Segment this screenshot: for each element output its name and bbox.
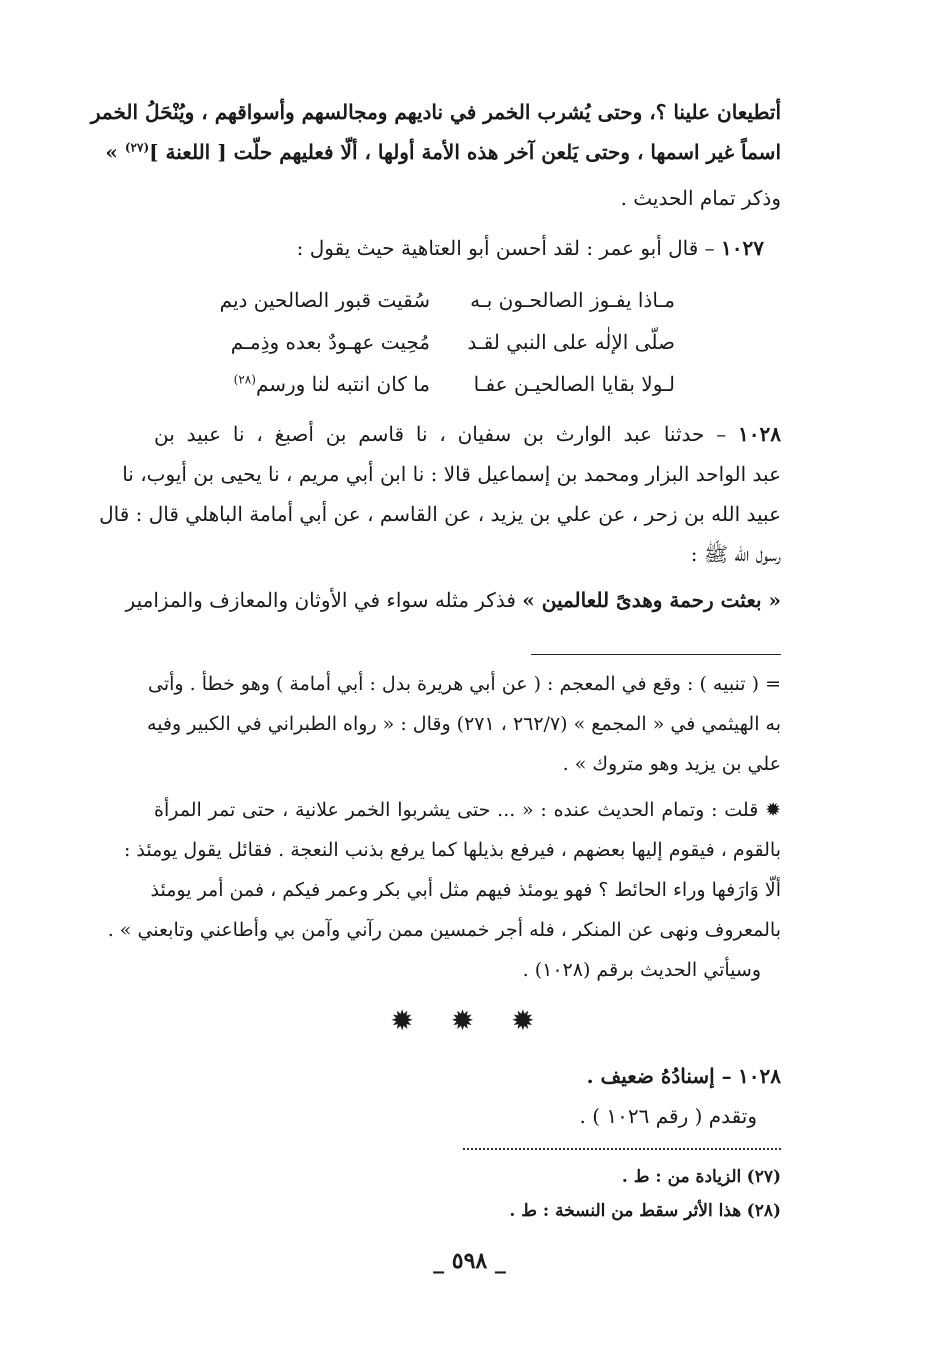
footnote-number: (٢٨) bbox=[746, 1201, 781, 1221]
text-line: أتطيعان علينا ؟، وحتى يُشرب الخمر في ناديهم ومجالسهم وأسواقهم ، ويُنْحَلُ الخمر bbox=[90, 100, 781, 124]
footnote bbox=[154, 1160, 781, 1194]
verse-line bbox=[197, 280, 675, 320]
isnad-verdict: – إسنادُهُ ضعيف . bbox=[586, 1064, 732, 1088]
verse-hemistich-second: سُقيت قبور الصالحين ديم bbox=[219, 288, 430, 312]
star-icon: ✹ bbox=[765, 799, 781, 821]
footnote-number: (٢٧) bbox=[746, 1167, 781, 1187]
footnote-text: الزيادة من : ط . bbox=[621, 1167, 742, 1187]
text-line: عبيد الله بن زحر ، عن علي بن يزيد ، عن القاسم ، عن أبي أمامة الباهلي قال : قال bbox=[99, 502, 781, 526]
hadith-intro: – قال أبو عمر : لقد أحسن أبو العتاهية حيث يقول : bbox=[296, 236, 715, 260]
footnotes bbox=[154, 1160, 781, 1228]
hadith-1027-intro bbox=[137, 228, 764, 268]
top-paragraph-end bbox=[154, 178, 781, 218]
separator-rule bbox=[531, 654, 781, 655]
hadith-number: ١٠٢٧ bbox=[721, 236, 764, 260]
hadith-number: ١٠٢٨ bbox=[738, 1064, 781, 1088]
text-line: ١٠٢٨ – حدثنا عبد الوارث بن سفيان ، نا قاسم بن أصبغ ، نا عبيد بن bbox=[154, 422, 782, 446]
text-line: وذكر تمام الحديث . bbox=[620, 186, 781, 210]
verse-line bbox=[197, 322, 675, 362]
verse-hemistich-first: لـولا بقايا الصالحيـن عفـا bbox=[473, 372, 675, 396]
dotted-separator bbox=[463, 1148, 781, 1150]
text-line: رسول الله ﷺ : bbox=[690, 542, 781, 566]
text-line bbox=[105, 132, 781, 172]
qult-note bbox=[107, 790, 781, 990]
stars-separator-icon: ✹ ✹ ✹ bbox=[390, 1004, 549, 1037]
tanbih-note bbox=[147, 664, 781, 784]
text-line: بالمعروف ونهى عن المنكر ، فله أجر خمسين ممن رآني وآمن بي وأطاعني وتابعني » . bbox=[107, 919, 781, 941]
hadith-number: ١٠٢٨ bbox=[738, 422, 782, 446]
isnad-note bbox=[154, 1056, 781, 1136]
page-number: _ ٥٩٨ _ bbox=[433, 1248, 506, 1274]
verse-hemistich-first: مـاذا يفـوز الصالحـون بـه bbox=[470, 288, 675, 312]
text-line: ✹ قلت : وتمام الحديث عنده : « ... حتى يشربوا الخمر علانية ، حتى تمر المرأة bbox=[154, 799, 781, 821]
text-line: ألّا وَارَفها وراء الحائط ؟ فهو يومئذ فيهم مثل أبي بكر وعمر فيكم ، فمن أمر يومئذ bbox=[150, 879, 781, 901]
footnote-ref: (٢٧) bbox=[124, 140, 150, 155]
verse-hemistich-second: ما كان انتبه لنا ورسم$^{(٢٨)}$ bbox=[233, 372, 430, 396]
text-line: « بعثت رحمة وهدىً للعالمين » فذكر مثله سواء في الأوثان والمعازف والمزامير bbox=[125, 588, 781, 612]
footnote-ref: (٢٨) bbox=[233, 372, 256, 387]
footnote bbox=[154, 1194, 781, 1228]
closing-quote: » bbox=[105, 140, 118, 164]
text-line: وسيأتي الحديث برقم (١٠٢٨) . bbox=[522, 959, 761, 981]
text-line: = ( تنبيه ) : وقع في المعجم : ( عن أبي هريرة بدل : أبي أمامة ) وهو خطأ . وأتى bbox=[148, 673, 781, 695]
top-paragraph bbox=[90, 92, 781, 172]
verse-hemistich-second: مُحِيت عهـودٌ بعده وذِمـم bbox=[230, 330, 430, 354]
text-line: بالقوم ، فيقوم إليها بعضهم ، فيرفع بذيلها كما يرفع بذنب النعجة . فقائل يقول يومئذ : bbox=[123, 839, 781, 861]
text-line: عبد الواحد البزار ومحمد بن إسماعيل قالا : نا ابن أبي مريم ، نا يحيى بن أيوب، نا bbox=[122, 462, 781, 486]
text-line: به الهيثمي في « المجمع » (٢٦٢/٧ ، ٢٧١) وقال : « رواه الطبراني في الكبير وفيه bbox=[147, 713, 781, 735]
hadith-quote: « بعثت رحمة وهدىً للعالمين » bbox=[522, 588, 781, 612]
text-segment: اسماً غير اسمها ، وحتى يَلعن آخر هذه الأمة أولها ، ألّا فعليهم حلّت [ اللعنة ] bbox=[149, 140, 781, 164]
verse-line bbox=[197, 364, 675, 404]
text-line: علي بن يزيد وهو متروك » . bbox=[562, 753, 781, 775]
verse-hemistich-first: صلّى الإلٰه على النبي لقـد bbox=[467, 330, 675, 354]
footnote-text: هذا الأثر سقط من النسخة : ط . bbox=[509, 1201, 742, 1221]
hadith-1028 bbox=[99, 414, 782, 620]
text-line: وتقدم ( رقم ١٠٢٦ ) . bbox=[579, 1104, 757, 1128]
